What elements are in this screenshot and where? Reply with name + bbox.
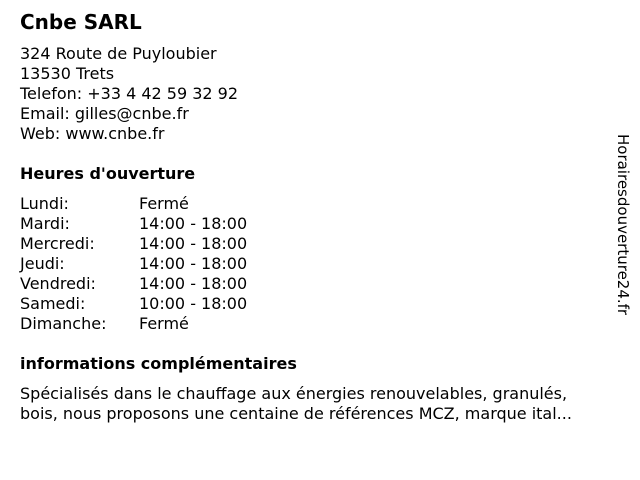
hours-row-thursday xyxy=(20,254,300,274)
hours-row-wednesday xyxy=(20,234,300,254)
address-street: 324 Route de Puyloubier xyxy=(20,44,217,63)
business-name: Cnbe SARL xyxy=(20,10,142,34)
address-city: 13530 Trets xyxy=(20,64,115,83)
email-line: Email: gilles@cnbe.fr xyxy=(20,104,189,123)
description-line: Spécialisés dans le chauffage aux énergies renouvelables, granulés, xyxy=(20,384,568,403)
day-label: Samedi: xyxy=(20,294,86,313)
web-line: Web: www.cnbe.fr xyxy=(20,124,165,143)
hours-value: Fermé xyxy=(139,314,189,333)
site-watermark: Horairesdouverture24.fr xyxy=(614,134,632,316)
phone-line: Telefon: +33 4 42 59 32 92 xyxy=(20,84,239,103)
additional-info-heading: informations complémentaires xyxy=(20,354,297,373)
day-label: Lundi: xyxy=(20,194,69,213)
description-line: bois, nous proposons une centaine de références MCZ, marque ital... xyxy=(20,404,572,423)
opening-hours-heading: Heures d'ouverture xyxy=(20,164,196,183)
hours-row-monday xyxy=(20,194,300,214)
hours-value: 14:00 - 18:00 xyxy=(139,254,248,273)
opening-hours-table xyxy=(20,194,300,334)
day-label: Jeudi: xyxy=(20,254,65,273)
contact-block xyxy=(20,44,238,144)
day-label: Mercredi: xyxy=(20,234,95,253)
hours-row-friday xyxy=(20,274,300,294)
day-label: Vendredi: xyxy=(20,274,96,293)
hours-row-tuesday xyxy=(20,214,300,234)
hours-value: 14:00 - 18:00 xyxy=(139,274,248,293)
hours-value: 14:00 - 18:00 xyxy=(139,214,248,233)
business-description xyxy=(20,384,620,424)
hours-value: Fermé xyxy=(139,194,189,213)
hours-row-sunday xyxy=(20,314,300,334)
day-label: Dimanche: xyxy=(20,314,107,333)
hours-value: 10:00 - 18:00 xyxy=(139,294,248,313)
day-label: Mardi: xyxy=(20,214,70,233)
hours-value: 14:00 - 18:00 xyxy=(139,234,248,253)
hours-row-saturday xyxy=(20,294,300,314)
